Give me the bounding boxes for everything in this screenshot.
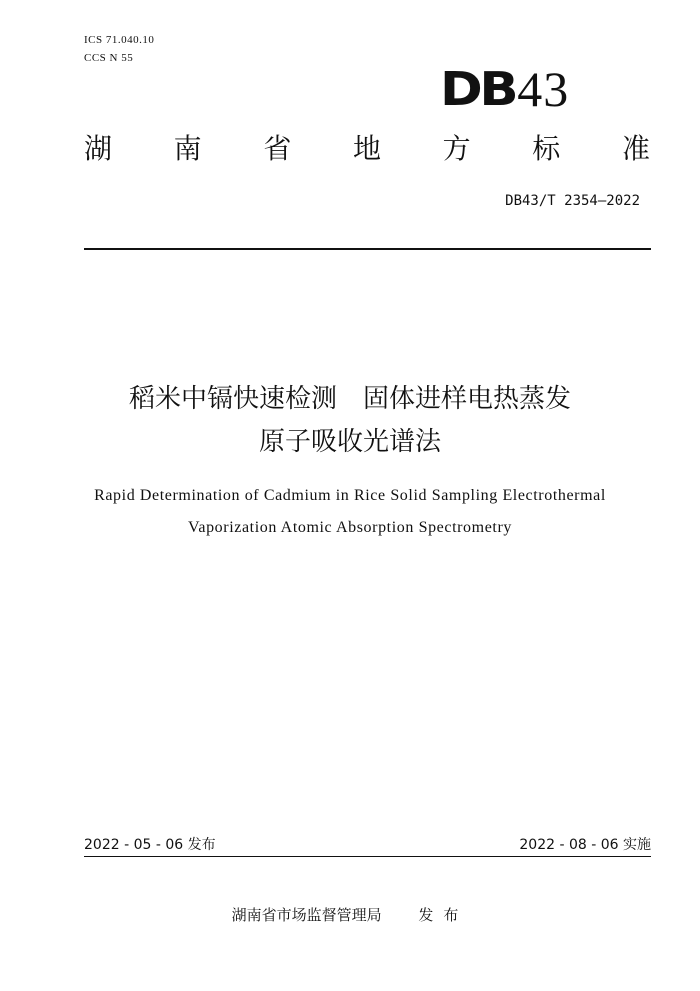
ics-code: ICS 71.040.10 (84, 34, 155, 46)
standard-type-heading (84, 132, 650, 166)
title-chinese-line-1: 稻米中镉快速检测 固体进样电热蒸发 (128, 384, 571, 414)
issue-date: 2022 - 05 - 06 发布 (84, 837, 216, 853)
bottom-divider (84, 856, 651, 857)
standard-type-char: 方 (442, 132, 471, 165)
standard-type-char: 标 (532, 132, 561, 165)
standard-type-char: 湖 (84, 132, 113, 165)
standard-number: DB43/T 2354—2022 (505, 193, 640, 209)
db-logo (440, 60, 570, 117)
standard-type-char: 省 (263, 132, 292, 165)
ccs-code: CCS N 55 (84, 52, 134, 64)
top-divider (84, 248, 651, 250)
db-logo-code: 43 (517, 61, 570, 117)
implementation-date: 2022 - 08 - 06 实施 (519, 837, 651, 853)
standard-type-char: 南 (173, 132, 202, 165)
title-english-line-1: Rapid Determination of Cadmium in Rice Solid Sampling Electrothermal (94, 487, 606, 504)
standard-type-char: 地 (352, 132, 381, 165)
publisher-name: 湖南省市场监督管理局 (231, 906, 382, 924)
publisher-verb: 发布 (418, 906, 469, 924)
title-chinese-line-2: 原子吸收光谱法 (258, 427, 441, 457)
publisher-line (0, 905, 700, 925)
db-logo-mark: DB (440, 62, 516, 116)
standard-type-char: 准 (621, 132, 650, 165)
title-english-line-2: Vaporization Atomic Absorption Spectrometry (188, 519, 512, 536)
